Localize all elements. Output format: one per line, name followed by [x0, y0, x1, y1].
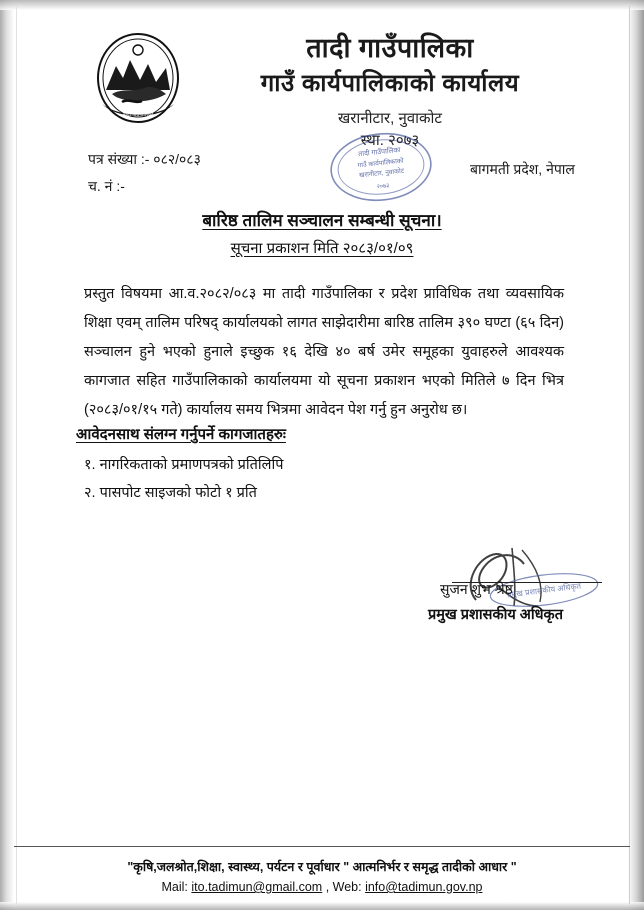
chalani-number: च. नं :- — [88, 177, 125, 194]
org-office: गाउँ कार्यपालिकाको कार्यालय — [260, 69, 520, 97]
publish-date-text: सूचना प्रकाशन मिति २०८३/०१/०९ — [230, 240, 414, 257]
svg-text:तादी गाउँपालिका: तादी गाउँपालिका — [122, 112, 154, 118]
svg-text:गाउँ कार्यपालिकाको: गाउँ कार्यपालिकाको — [357, 157, 404, 170]
list-item: १. नागरिकताको प्रमाणपत्रको प्रतिलिपि — [84, 457, 284, 473]
svg-text:खरानीटार, नुवाकोट: खरानीटार, नुवाकोट — [358, 167, 405, 180]
org-place: खरानीटार, नुवाकोट — [338, 109, 442, 127]
footer-mail-value[interactable]: ito.tadimun@gmail.com — [191, 880, 323, 894]
org-established: स्था. २०७३ — [360, 131, 420, 149]
attachments-list — [84, 452, 484, 507]
footer-web-label: , Web: — [325, 880, 362, 894]
publish-date — [0, 238, 644, 258]
notice-body: प्रस्तुत विषयमा आ.व.२०८२/०८३ मा तादी गाउँपालिका र प्रदेश प्राविधिक तथा व्यवसायिक शिक्षा एवम् तालिम परिषद् कार्यालयको लागत साझेदारीमा बारिष्ठ तालिम ३९० घण्टा (६५ दिन) सञ्चालन हुने भएको हुनाले इच्छुक १६ देखि ४० बर्ष उमेर समूहका युवाहरुले आवश्यक कागजात सहित गाउँपालिकाको कार्यालयमा यो सूचना प्रकाशन भएको मितिले ७ दिन भित्र (२०८३/०१/१५ गते) कार्यालय समय भित्रमा आवेदन पेश गर्नु हुन अनुरोध छ। — [84, 286, 564, 418]
reference-block — [88, 146, 201, 199]
signatory-name: सुजन शुभ श्रेष्ठ — [440, 581, 513, 597]
footer-web-value[interactable]: info@tadimun.gov.np — [365, 880, 483, 894]
attachments-title: आवेदनसाथ संलग्न गर्नुपर्ने कागजातहरुः — [76, 426, 286, 443]
footer-divider — [14, 846, 630, 847]
page-title — [0, 208, 644, 231]
nepal-government-emblem-icon — [96, 32, 180, 124]
province-label: बागमती प्रदेश, नेपाल — [470, 161, 575, 177]
list-item: २. पासपोट साइजको फोटो १ प्रति — [84, 484, 257, 501]
scan-edge-top — [0, 0, 644, 10]
footer-slogan: "कृषि,जलश्रोत,शिक्षा, स्वास्थ्य, पर्यटन र पूर्वाधार " आत्मनिर्भर र समृद्ध तादीको आधार " — [127, 860, 517, 874]
svg-text:प्रमुख प्रशासकीय अधिकृत: प्रमुख प्रशासकीय अधिकृत — [506, 581, 582, 600]
letter-number: पत्र संख्या :- ०८२/०८३ — [88, 151, 201, 167]
signatory-post: प्रमुख प्रशासकीय अधिकृत — [428, 607, 563, 623]
org-title-block — [190, 32, 590, 151]
org-name: तादी गाउँपालिका — [306, 33, 474, 63]
letterhead — [0, 18, 644, 149]
page-title-text: बारिष्ठ तालिम सञ्चालन सम्बन्धी सूचना। — [202, 211, 442, 230]
footer-contact — [0, 880, 644, 894]
scan-edge-bottom — [0, 902, 644, 910]
svg-text:२०७३: २०७३ — [376, 183, 390, 191]
footer-mail-label: Mail: — [161, 880, 188, 894]
svg-text:तादी गाउँपालिका: तादी गाउँपालिका — [358, 146, 401, 159]
